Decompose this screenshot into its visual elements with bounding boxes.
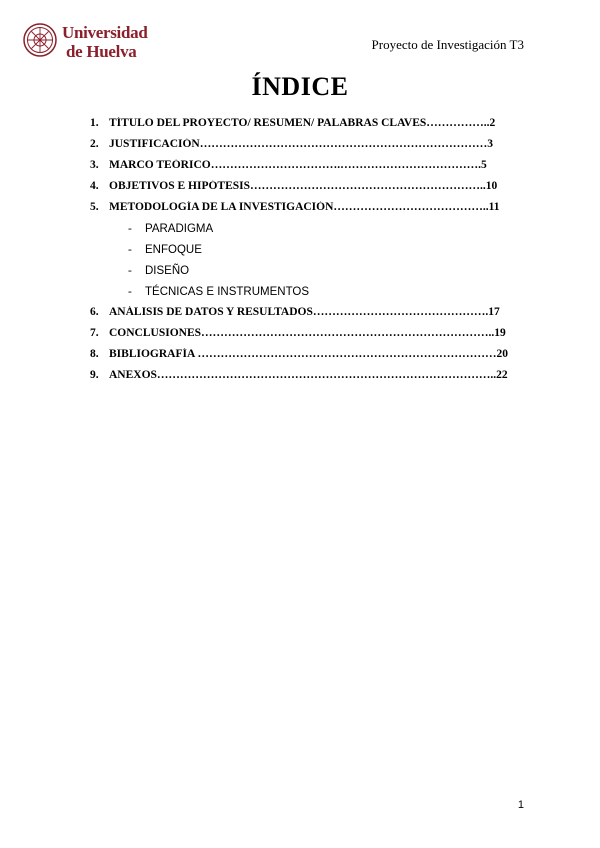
toc-item-text: CONCLUSIONES…………………………………………………………………..19 [109,327,506,339]
toc-subitem[interactable] [90,222,520,243]
toc-item-number: 2. [90,138,99,150]
university-logo [22,22,148,64]
toc-subitem-text: DISEÑO [145,265,190,277]
toc-item[interactable] [90,306,520,327]
page-number: 1 [517,799,524,811]
toc-subitem-text: PARADIGMA [145,223,214,235]
bullet-dash: - [128,286,132,298]
toc-item[interactable] [90,369,520,390]
toc-item-number: 5. [90,201,99,213]
logo-line-1: Universidad [62,23,148,42]
toc-subitem-text: TÉCNICAS E INSTRUMENTOS [145,286,309,298]
bullet-dash: - [128,244,132,256]
toc-item-text: METODOLOGÍA DE LA INVESTIGACIÓN…………………………………..11 [109,201,500,213]
toc-item[interactable] [90,201,520,222]
toc-item[interactable] [90,117,520,138]
university-seal-icon [22,22,58,58]
toc-item-text: OBJETIVOS E HIPÓTESIS……………………………………………………..10 [109,180,498,192]
toc-item-number: 6. [90,306,99,318]
toc-subitem[interactable] [90,264,520,285]
toc-subitem-text: ENFOQUE [145,244,202,256]
toc-item-text: MARCO TEÓRICO…………………………….……………………………….5 [109,159,487,171]
toc-item[interactable] [90,159,520,180]
toc-item-number: 7. [90,327,99,339]
toc-item[interactable] [90,348,520,369]
toc-subitem[interactable] [90,243,520,264]
bullet-dash: - [128,223,132,235]
project-header: Proyecto de Investigación T3 [371,37,524,52]
toc-item-text: ANEXOS……………………………………………………………………………..22 [109,369,508,381]
table-of-contents [90,117,520,390]
toc-item-text: ANÁLISIS DE DATOS Y RESULTADOS……………………………………….17 [109,306,500,318]
toc-item[interactable] [90,138,520,159]
toc-item-text: TÍTULO DEL PROYECTO/ RESUMEN/ PALABRAS CLAVES……………..2 [109,117,496,129]
toc-item-text: JUSTIFICACIÓN…………………………………………………………………3 [109,138,493,150]
toc-item[interactable] [90,327,520,348]
bullet-dash: - [128,265,132,277]
toc-item-number: 9. [90,369,99,381]
toc-item-text: BIBLIOGRAFÍA ……………………………………………………………………20 [109,348,509,360]
toc-item-number: 1. [90,117,99,129]
page-title: ÍNDICE [251,72,349,101]
toc-item-number: 3. [90,159,99,171]
toc-item[interactable] [90,180,520,201]
logo-line-2: de Huelva [66,42,137,61]
toc-subitem[interactable] [90,285,520,306]
toc-item-number: 8. [90,348,99,360]
toc-item-number: 4. [90,180,99,192]
